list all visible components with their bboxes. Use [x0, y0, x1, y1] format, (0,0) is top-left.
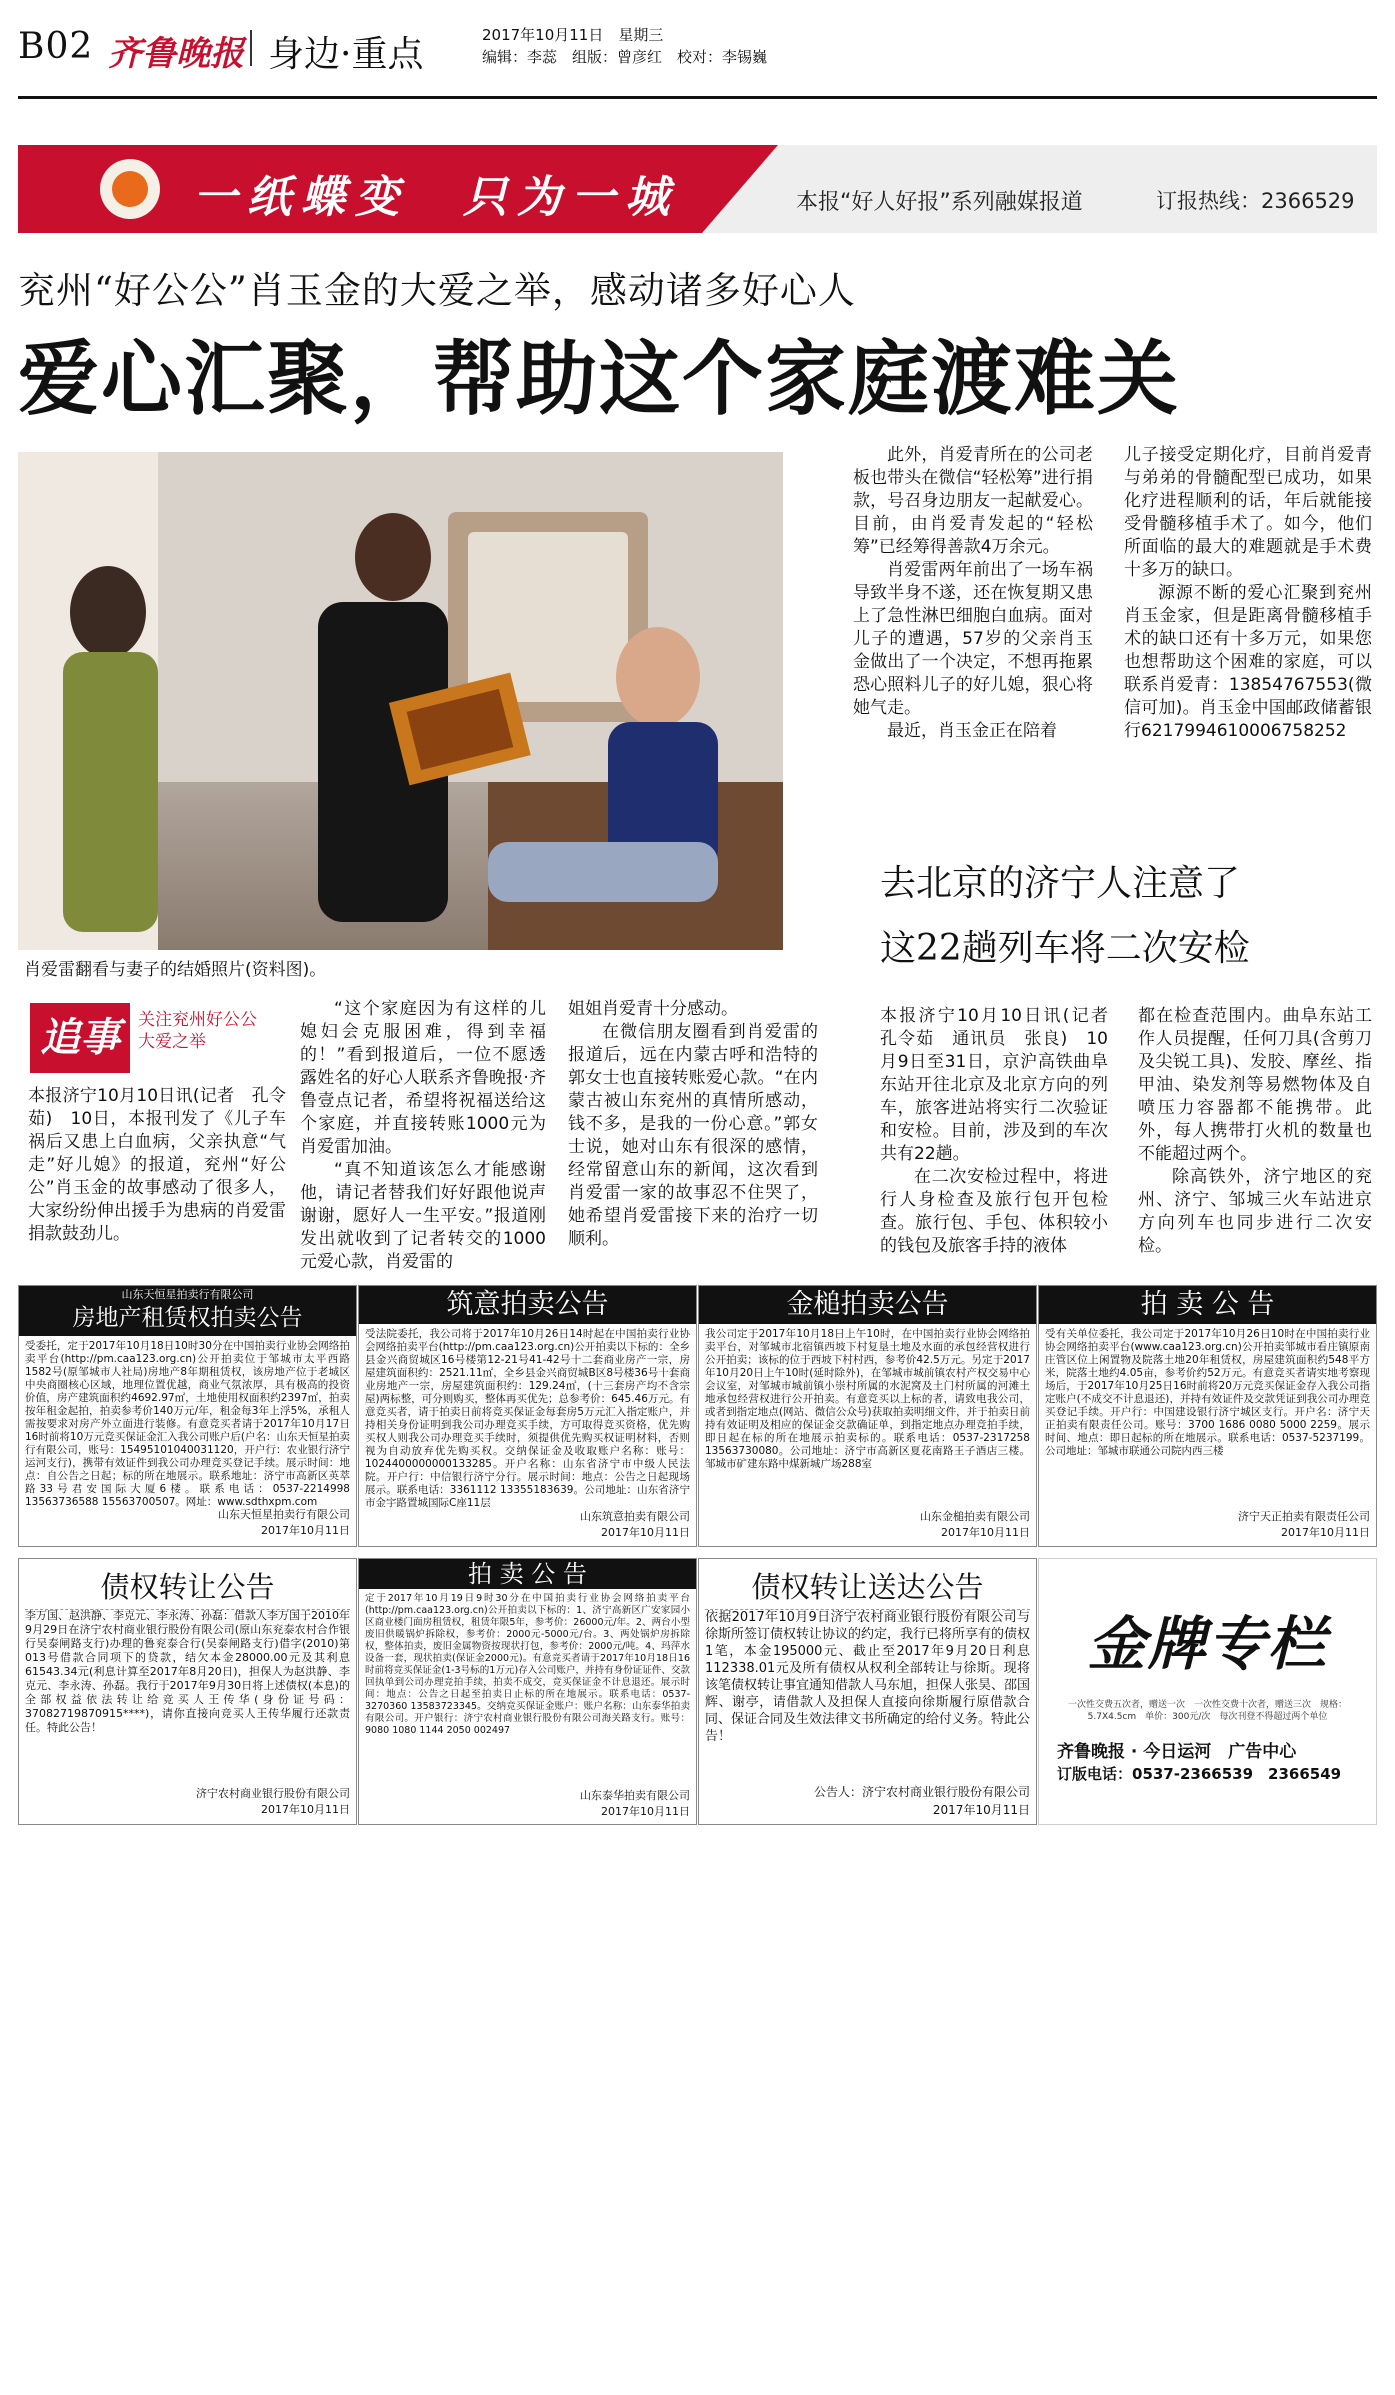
paragraph: 最近，肖玉金正在陪着 — [887, 721, 1057, 741]
notice-publisher: 山东天恒星拍卖行有限公司 — [121, 1288, 254, 1301]
newspaper-logo: 齐鲁晚报 — [108, 34, 244, 74]
notice-body: 受有关单位委托，我公司定于2017年10月26日10时在中国拍卖行业协会网络拍卖平台(www.caa123.org.cn)公开拍卖邹城市看庄镇原南庄管区位上闲置物及院落土地20年租赁权，房屋建筑面积约548平方米，院落土地约4.05亩，参考价约52万元。有意竞买者请实地考察现场后，于2017年10月25日16时前将20万元竞买保证金存入我公司指定账户(不成交不计息退还)，并持有效证件及交款凭证到我公司办理竞买登记手续。开户行：中国建设银行济宁城区支行。开户名：济宁天正拍卖有限责任公司。账号：3700 1686 0080 5000 2259。展示时间、地点：即日起标的所在地展示。联系电话：0537-5237199。公司地址：邹城市联通公司院内西三楼 — [1045, 1328, 1370, 1457]
notice-divider — [25, 1609, 350, 1610]
paragraph: 在微信朋友圈看到肖爱雷的报道后，远在内蒙古呼和浩特的郭女士也直接转账爱心款。“在内蒙古被山东兖州的真情所感动，钱不多，是我的一份心意。”郭女士说，她对山东有很深的感情，经常留意山东的新闻，这次看到肖爱雷一家的故事忍不住哭了，她希望肖爱雷接下来的治疗一切顺利。 — [568, 1022, 818, 1249]
notice-title: 债权转让公告 — [100, 1570, 275, 1604]
notice-footer-date: 2017年10月11日 — [1281, 1526, 1370, 1539]
notice-footer-date: 2017年10月11日 — [261, 1524, 350, 1537]
notice-title: 房地产租赁权拍卖公告 — [72, 1305, 303, 1331]
paragraph: 儿子接受定期化疗，目前肖爱青与弟弟的骨髓配型已成功，如果化疗进程顺利的话，年后就能接受骨髓移植手术了。如今，他们所面临的最大的难题就是手术费十多万的缺口。 — [1124, 445, 1372, 580]
notice-title: 金槌拍卖公告 — [699, 1286, 1036, 1324]
notice-footer-org: 山东金槌拍卖有限公司 — [920, 1510, 1030, 1523]
paragraph: 除高铁外，济宁地区的兖州、济宁、邹城三火车站进京方向列车也同步进行二次安检。 — [1138, 1167, 1372, 1256]
paragraph: 姐姐肖爱青十分感动。 — [568, 999, 738, 1019]
article-column-4 — [853, 444, 1093, 743]
notice-title: 筑意拍卖公告 — [359, 1286, 696, 1324]
notice-body: 受法院委托，我公司将于2017年10月26日14时起在中国拍卖行业协会网络拍卖平台(http://pm.caa123.org.cn)公开拍卖以下标的：全乡县金兴商贸城区16号楼第12-21号41-42号十二套商业房产一宗，房屋建筑面积约：2521.11㎡，全乡县金兴商贸城B区8号楼36号十套商业房地产一宗，房屋建筑面积约：129.24㎡，(十三套房产均不含宗屋)两标整，可分则购买，整体再买优先；总参考价：645.46万元。有意竞买者，请于拍卖日前将竞买保证金每套房5万元汇入指定账户，并持相关身份证明到我公司办理竞买手续，方可取得竞买资格，优先购买权人则我公司办理竞买手续时，须提供优先购买权证明材料，否则视为自动放弃优先购买权。交纳保证金及收取账户名称：账号：1024400000000133285。开户名称：山东省济宁市中级人民法院。开户行：中信银行济宁分行。展示时间：地点：公告之日起现场展示。联系电话：3361112 13355183639。公司地址：山东省济宁市金宇路置城国际C座11层 — [365, 1328, 690, 1509]
paragraph: 都在检查范围内。曲阜东站工作人员提醒，任何刀具(含剪刀及尖锐工具)、发胶、摩丝、指甲油、染发剂等易燃物体及自喷压力容器都不能携带。此外，每人携带打火机的数量也不能超过两个。 — [1138, 1006, 1372, 1164]
notice-title: 债权转让送达公告 — [751, 1570, 984, 1604]
notice-footer-org: 济宁农村商业银行股份有限公司 — [196, 1787, 350, 1800]
notice-debt-transfer-service — [698, 1558, 1037, 1825]
article-column-2 — [300, 998, 546, 1274]
notice-footer-date: 2017年10月11日 — [261, 1803, 350, 1816]
side-article-title-line-2: 这22趟列车将二次安检 — [880, 928, 1250, 969]
notice-title: 拍 卖 公 告 — [1039, 1286, 1376, 1324]
notice-footer-date: 2017年10月11日 — [601, 1526, 690, 1539]
side-article-title-line-1: 去北京的济宁人注意了 — [880, 863, 1241, 904]
notice-footer-date: 2017年10月11日 — [932, 1803, 1030, 1817]
notice-signatory: 公告人：济宁农村商业银行股份有限公司 — [813, 1785, 1030, 1799]
photo-caption: 肖爱雷翻看与妻子的结婚照片(资料图)。 — [24, 960, 327, 980]
article-column-3 — [568, 998, 818, 1251]
ad-organization: 齐鲁晚报 · 今日运河 广告中心 — [1057, 1742, 1297, 1762]
notice-body: 李万国、赵洪静、李克元、李永涛、孙磊：借款人李万国于2010年9月29日在济宁农村商业银行股份有限公司(原山东兖泰农村合作银行吴泰闸路支行)办理的鲁兖泰合行(吴泰闸路支行)借字(2010)第013号借款合同项下的贷款，结欠本金28000.00元及其利息61543.34元(利息计算至2017年8月20日)，担保人为赵洪静、李克元、李永涛、孙磊。我行于2017年9月30日将上述债权(本息)的全部权益依法转让给竞买人王传华(身份证号码：37082719870915****)，请你直接向竞买人王传华履行还款责任。特此公告！ — [25, 1609, 350, 1734]
series-banner — [18, 145, 1377, 233]
gold-column-ad — [1038, 1558, 1377, 1825]
paragraph: 本报济宁10月10日讯(记者 孔令茹) 10日，本报刊发了《儿子车祸后又患上白血病，父亲执意“气走”好儿媳》的报道，兖州“好公公”肖玉金的故事感动了很多人，大家纷纷伸出援手为患病的肖爱雷捐款鼓劲儿。 — [28, 1086, 286, 1244]
paragraph: “这个家庭因为有这样的儿媳妇会克服困难，得到幸福的！”看到报道后，一位不愿透露姓名的好心人联系齐鲁晚报·齐鲁壹点记者，希望将祝福送给这个家庭，并直接转账1000元为肖爱雷加油。 — [300, 999, 546, 1157]
issue-date: 2017年10月11日 星期三 — [482, 26, 664, 44]
article-column-1 — [28, 1085, 286, 1246]
ad-fine-print: 一次性交费五次者，赠送一次 一次性交费十次者，赠送三次 规格：5.7X4.5cm 单价：300元/次 每次刊登不得超过两个单位 — [1067, 1700, 1347, 1722]
notice-footer-org: 济宁天正拍卖有限责任公司 — [1238, 1510, 1370, 1523]
notice-body: 依据2017年10月9日济宁农村商业银行股份有限公司与徐斯所签订债权转让协议的约定，我行已将所享有的债权1笔，本金195000元、截止至2017年9月20日利息112338.01元及所有债权从权利全部转让与徐斯。现将该笔债权转让事宜通知借款人马东旭，担保人张昊、邵国辉、谢亭，请借款人及担保人直接向徐斯履行原借款合同、保证合同及生效法律文书所确定的给付义务。特此公告！ — [705, 1610, 1031, 1744]
article-column-5 — [1124, 444, 1372, 743]
notice-divider — [705, 1609, 1030, 1610]
column-logo — [30, 1003, 290, 1073]
page-code: B02 — [18, 26, 94, 67]
notice-title: 拍 卖 公 告 — [359, 1559, 696, 1589]
article-kicker: 兖州“好公公”肖玉金的大爱之举，感动诸多好心人 — [18, 269, 856, 312]
notice-body: 我公司定于2017年10月18日上午10时，在中国拍卖行业协会网络拍卖平台，对邹城市北宿镇西坡下村复垦土地及水面的承包经营权进行公开拍卖；该标的位于西坡下村村西，参考价42.5万元。另定于2017年10月20日上午10时(延时除外)，在邹城市城前镇农村产权交易中心会议室，对邹城市城前镇小崇村所属的水泥窝及土门村所属的河滩土地承包经营权进行公开拍卖。有意竞买以上标的者，请致电我公司，或者到指定地点(网站、微信公众号)获取拍卖明细文件，并于拍卖日前持有效证明及相应的保证金交款确证单，到指定地点办理竞拍手续，即日起在标的所在地展示拍卖标的。联系电话：0537-2317258 13563730080。公司地址：济宁市高新区夏花南路王子酒店三楼。邹城市矿建东路中煤新城广场288室 — [705, 1328, 1030, 1470]
header-rule — [18, 96, 1377, 99]
notice-footer-org: 山东天恒星拍卖行有限公司 — [218, 1508, 350, 1521]
ad-phone: 订版电话：0537-2366539 2366549 — [1057, 1765, 1342, 1783]
section-title: 身边·重点 — [268, 34, 424, 75]
article-headline: 爱心汇聚，帮助这个家庭渡难关 — [18, 332, 1181, 427]
notice-footer-org: 山东泰华拍卖有限公司 — [580, 1789, 690, 1802]
column-logo-subtitle: 关注兖州好公公 大爱之举 — [138, 1010, 257, 1052]
notice-debt-transfer — [18, 1558, 357, 1825]
side-article-column-1 — [880, 1005, 1125, 1258]
banner-series-tag: 本报“好人好报”系列融媒报道 — [796, 190, 1083, 215]
paragraph: 在二次安检过程中，将进行人身检查及旅行包开包检查。旅行包、手包、体积较小的钱包及旅客手持的液体 — [880, 1167, 1108, 1256]
notice-footer-org: 山东筑意拍卖有限公司 — [580, 1510, 690, 1523]
notice-real-estate-lease — [18, 1285, 357, 1547]
ad-title: 金牌专栏 — [1087, 1610, 1328, 1678]
paragraph: 此外，肖爱青所在的公司老板也带头在微信“轻松筹”进行捐款，号召身边朋友一起献爱心。目前，由肖爱青发起的“轻松筹”已经筹得善款4万余元。 — [853, 445, 1093, 557]
editor-credits: 编辑：李蕊 组版：曾彦红 校对：李锡巍 — [482, 48, 768, 66]
notice-footer-date: 2017年10月11日 — [601, 1805, 690, 1818]
notice-footer-date: 2017年10月11日 — [941, 1526, 1030, 1539]
notice-zhuyi-auction — [358, 1285, 697, 1547]
paragraph: “真不知道该怎么才能感谢他，请记者替我们好好跟他说声谢谢，愿好人一生平安。”报道刚发出就收到了记者转交的1000元爱心款，肖爱雷的 — [300, 1160, 546, 1272]
photo-illustration — [18, 452, 783, 950]
notice-taihua-auction — [358, 1558, 697, 1825]
column-logo-mark: 追事 — [30, 1003, 130, 1073]
paragraph: 源源不断的爱心汇聚到兖州肖玉金家，但是距离骨髓移植手术的缺口还有十多万元，如果您也想帮助这个困难的家庭，可以联系肖爱青：13854767553(微信可加)。肖玉金中国邮政储蓄银行6217994610006758252 — [1124, 583, 1372, 741]
notice-body: 定于2017年10月19日9时30分在中国拍卖行业协会网络拍卖平台(http://pm.caa123.org.cn)公开拍卖以下标的：1、济宁高新区广安家园小区商业楼门面房租赁权，租赁年限5年，参考价：26000元/年。2、两台小型废旧供暖锅炉拆除权，参考价：2000元-5000元/台。3、两处锅炉房拆除权，整体拍卖，废旧金属物资按现状打包，参考价：2000元/吨。4、玛萍水设备一套，现状拍卖(保证金2000元)。有意竞买者请于2017年10月18日16时前将竞买保证金(1-3号标的1万元)存入公司账户，并持有身份证证件、交款回执单到公司办理竞拍手续，拍卖不成交，竞买保证金不计息退还。展示时间：地点：公告之日起至拍卖日止标的所在地展示。联系电话：0537-3270360 13583723345。交纳竞买保证金账户：账户名称：山东泰华拍卖有限公司。开户银行：济宁农村商业银行股份有限公司海关路支行。账号：9080 1080 1144 2050 002497 — [365, 1593, 690, 1736]
emblem-icon — [100, 159, 160, 219]
side-article-column-2 — [1138, 1005, 1372, 1258]
notice-tianzheng-auction — [1038, 1285, 1377, 1547]
banner-slogan: 一纸蝶变 只为一城 — [193, 172, 679, 223]
paragraph: 肖爱雷两年前出了一场车祸导致半身不遂，还在恢复期又患上了急性淋巴细胞白血病。面对儿子的遭遇，57岁的父亲肖玉金做出了一个决定，不想再拖累恐心照料儿子的好儿媳，狠心将她气走。 — [853, 560, 1093, 718]
notice-body: 受委托，定于2017年10月18日10时30分在中国拍卖行业协会网络拍卖平台(http://pm.caa123.org.cn)公开拍卖位于邹城市太平西路1582号(原邹城市人社局)房地产8年期租赁权，该房地产位于老城区中央商圈核心区域，地理位置优越，商业气氛浓厚，具有极高的投资价值，房产建筑面积约4692.97㎡，土地使用权面积约2397㎡，拍卖按年租金起拍，拍卖参考价140万元/年，租金每3年上浮5%，承租人需按要求对房产外立面进行装修。有意竞买者请于2017年10月17日16时前将10万元竞买保证金汇入我公司账户后(户名：山东天恒星拍卖行有限公司，账号：15495101040031120，开户行：农业银行济宁运河支行)，携带有效证件到我公司办理竞买登记手续。展示时间：地点：自公告之日起；标的所在地展示。联系地址：济宁市高新区英萃路33号君安国际大厦6楼。联系电话：0537-2214998 13563736588 15563700507。网址：www.sdthxpm.com — [25, 1340, 350, 1508]
notice-jinchui-auction — [698, 1285, 1037, 1547]
header-divider — [250, 30, 252, 66]
paragraph: 本报济宁10月10日讯(记者 孔令茹 通讯员 张良) 10月9日至31日，京沪高铁曲阜东站开往北京及北京方向的列车，旅客进站将实行二次验证和安检。目前，涉及到的车次共有22趟。 — [880, 1006, 1125, 1164]
article-photo — [18, 452, 783, 950]
banner-hotline: 订报热线：2366529 — [1156, 189, 1355, 213]
